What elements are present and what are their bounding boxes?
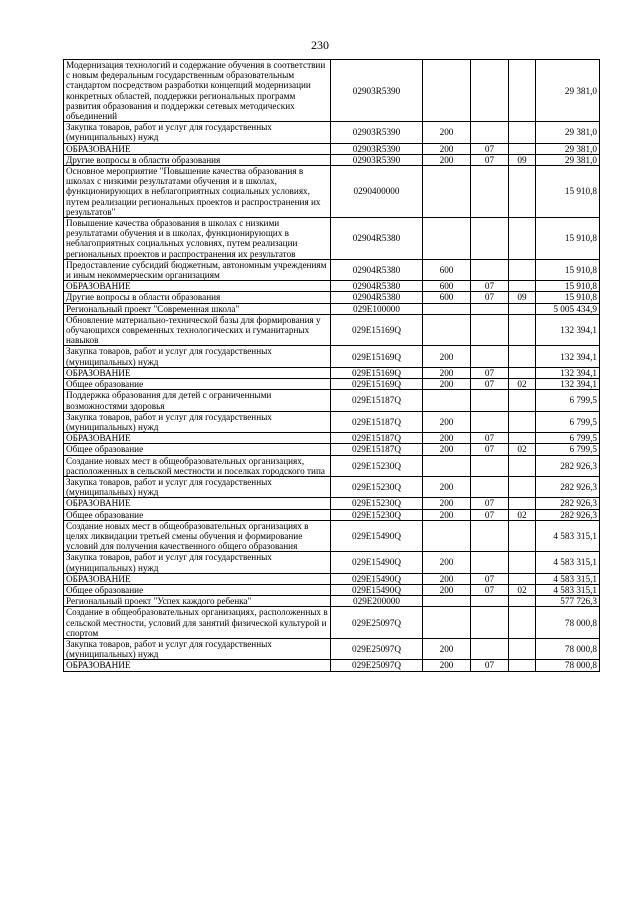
item-name-cell: Другие вопросы в области образования [64,154,331,165]
expense-type-cell [423,303,471,314]
target-code-cell: 029E15187Q [331,433,423,444]
table-row [64,60,600,122]
table-row [64,346,600,367]
section-cell [471,552,509,573]
expense-type-cell: 200 [423,122,471,143]
section-cell [471,166,509,218]
item-name-cell: Закупка товаров, работ и услуг для государственных (муниципальных) нужд [64,411,331,432]
section-cell [471,314,509,346]
table-row [64,154,600,165]
amount-cell: 4 583 315,1 [536,520,600,552]
section-cell: 07 [471,584,509,595]
target-code-cell: 029E15187Q [331,411,423,432]
subsection-cell [509,607,536,639]
table-row [64,552,600,573]
section-cell [471,638,509,659]
table-row [64,314,600,346]
table-row [64,218,600,260]
target-code-cell: 02903R5390 [331,143,423,154]
amount-cell: 78 000,8 [536,638,600,659]
amount-cell: 282 926,3 [536,476,600,497]
item-name-cell: ОБРАЗОВАНИЕ [64,660,331,671]
amount-cell: 4 583 315,1 [536,584,600,595]
expense-type-cell: 200 [423,498,471,509]
amount-cell: 29 381,0 [536,154,600,165]
section-cell: 07 [471,433,509,444]
subsection-cell [509,411,536,432]
subsection-cell [509,314,536,346]
table-row [64,584,600,595]
subsection-cell [509,259,536,280]
subsection-cell [509,390,536,411]
subsection-cell [509,520,536,552]
amount-cell: 78 000,8 [536,660,600,671]
table-row [64,433,600,444]
target-code-cell: 029E15230Q [331,476,423,497]
section-cell [471,411,509,432]
table-row [64,638,600,659]
amount-cell: 29 381,0 [536,122,600,143]
expense-type-cell: 200 [423,660,471,671]
target-code-cell: 02903R5390 [331,60,423,122]
section-cell [471,259,509,280]
amount-cell: 4 583 315,1 [536,573,600,584]
target-code-cell: 02904R5380 [331,218,423,260]
table-row [64,281,600,292]
section-cell: 07 [471,154,509,165]
item-name-cell: Основное мероприятие "Повышение качества образования в школах с низкими результатами обучения и в школах, функционирующих в неблагоприятных социальных условиях, путем реализации региональных проектов и распространения их результатов" [64,166,331,218]
item-name-cell: Региональный проект "Успех каждого ребенка" [64,596,331,607]
table-row [64,292,600,303]
section-cell [471,218,509,260]
target-code-cell: 029E15230Q [331,509,423,520]
section-cell: 07 [471,573,509,584]
expense-type-cell: 200 [423,379,471,390]
item-name-cell: Общее образование [64,444,331,455]
subsection-cell [509,552,536,573]
table-row [64,303,600,314]
amount-cell: 29 381,0 [536,143,600,154]
amount-cell: 282 926,3 [536,509,600,520]
table-row [64,573,600,584]
target-code-cell: 029E15230Q [331,498,423,509]
section-cell: 07 [471,498,509,509]
table-row [64,379,600,390]
item-name-cell: Закупка товаров, работ и услуг для государственных (муниципальных) нужд [64,122,331,143]
target-code-cell: 0290400000 [331,166,423,218]
subsection-cell [509,122,536,143]
item-name-cell: Предоставление субсидий бюджетным, автономным учреждениям и иным некоммерческим организациям [64,259,331,280]
expense-type-cell [423,390,471,411]
subsection-cell [509,218,536,260]
section-cell [471,607,509,639]
expense-type-cell: 200 [423,573,471,584]
subsection-cell: 09 [509,292,536,303]
amount-cell: 15 910,8 [536,166,600,218]
table-row [64,596,600,607]
target-code-cell: 029E15169Q [331,379,423,390]
item-name-cell: Модернизация технологий и содержание обучения в соответствии с новым федеральным государственным образовательным стандартом посредством разработки концепций модернизации конкретных областей, поддержки региональных программ развития образования и поддержки сетевых методических объединений [64,60,331,122]
item-name-cell: ОБРАЗОВАНИЕ [64,498,331,509]
subsection-cell [509,638,536,659]
expense-type-cell: 200 [423,552,471,573]
section-cell: 07 [471,367,509,378]
amount-cell: 132 394,1 [536,346,600,367]
expense-type-cell: 200 [423,584,471,595]
subsection-cell [509,498,536,509]
amount-cell: 6 799,5 [536,444,600,455]
expense-type-cell: 200 [423,346,471,367]
expense-type-cell [423,218,471,260]
item-name-cell: Закупка товаров, работ и услуг для государственных (муниципальных) нужд [64,346,331,367]
expense-type-cell: 600 [423,259,471,280]
table-row [64,476,600,497]
target-code-cell: 029E100000 [331,303,423,314]
target-code-cell: 029E15187Q [331,390,423,411]
table-row [64,259,600,280]
expense-type-cell [423,596,471,607]
item-name-cell: Региональный проект "Современная школа" [64,303,331,314]
subsection-cell [509,143,536,154]
expense-type-cell: 200 [423,638,471,659]
subsection-cell [509,367,536,378]
item-name-cell: Поддержка образования для детей с ограниченными возможностями здоровья [64,390,331,411]
table-row [64,520,600,552]
amount-cell: 5 005 434,9 [536,303,600,314]
section-cell [471,60,509,122]
target-code-cell: 029E15169Q [331,314,423,346]
expense-type-cell: 600 [423,292,471,303]
target-code-cell: 02904R5380 [331,281,423,292]
section-cell: 07 [471,143,509,154]
subsection-cell [509,346,536,367]
section-cell: 07 [471,281,509,292]
expense-type-cell: 200 [423,444,471,455]
table-row [64,498,600,509]
expense-type-cell [423,60,471,122]
amount-cell: 6 799,5 [536,411,600,432]
target-code-cell: 029E15490Q [331,552,423,573]
item-name-cell: Создание новых мест в общеобразовательных организациях в целях ликвидации третьей смены обучения и формирование условий для получения качественного общего образования [64,520,331,552]
amount-cell: 15 910,8 [536,218,600,260]
expense-type-cell: 200 [423,476,471,497]
target-code-cell: 02903R5390 [331,122,423,143]
table-row [64,122,600,143]
subsection-cell [509,573,536,584]
item-name-cell: Закупка товаров, работ и услуг для государственных (муниципальных) нужд [64,476,331,497]
expense-type-cell: 200 [423,367,471,378]
amount-cell: 282 926,3 [536,455,600,476]
subsection-cell [509,596,536,607]
amount-cell: 78 000,8 [536,607,600,639]
table-row [64,660,600,671]
item-name-cell: Другие вопросы в области образования [64,292,331,303]
table-row [64,455,600,476]
section-cell [471,520,509,552]
item-name-cell: Закупка товаров, работ и услуг для государственных (муниципальных) нужд [64,552,331,573]
subsection-cell [509,60,536,122]
expense-type-cell [423,314,471,346]
item-name-cell: ОБРАЗОВАНИЕ [64,573,331,584]
target-code-cell: 029E15490Q [331,573,423,584]
table-row [64,367,600,378]
target-code-cell: 029E25097Q [331,638,423,659]
budget-table [63,59,600,672]
item-name-cell: Общее образование [64,509,331,520]
subsection-cell: 02 [509,379,536,390]
expense-type-cell: 200 [423,154,471,165]
target-code-cell: 02903R5390 [331,154,423,165]
section-cell [471,390,509,411]
subsection-cell [509,166,536,218]
expense-type-cell: 200 [423,411,471,432]
subsection-cell: 02 [509,444,536,455]
amount-cell: 29 381,0 [536,60,600,122]
expense-type-cell [423,455,471,476]
expense-type-cell [423,607,471,639]
amount-cell: 15 910,8 [536,281,600,292]
item-name-cell: Создание новых мест в общеобразовательных организациях, расположенных в сельской местности и поселках городского типа [64,455,331,476]
expense-type-cell: 600 [423,281,471,292]
expense-type-cell [423,520,471,552]
section-cell [471,303,509,314]
target-code-cell: 029E25097Q [331,607,423,639]
page-number: 230 [311,38,329,52]
expense-type-cell [423,166,471,218]
table-row [64,143,600,154]
table-row [64,166,600,218]
target-code-cell: 02904R5380 [331,259,423,280]
amount-cell: 15 910,8 [536,259,600,280]
amount-cell: 6 799,5 [536,390,600,411]
subsection-cell [509,476,536,497]
amount-cell: 577 726,3 [536,596,600,607]
amount-cell: 132 394,1 [536,314,600,346]
amount-cell: 6 799,5 [536,433,600,444]
section-cell [471,476,509,497]
table-row [64,444,600,455]
item-name-cell: ОБРАЗОВАНИЕ [64,281,331,292]
target-code-cell: 029E15169Q [331,346,423,367]
subsection-cell [509,303,536,314]
item-name-cell: ОБРАЗОВАНИЕ [64,433,331,444]
subsection-cell [509,281,536,292]
item-name-cell: ОБРАЗОВАНИЕ [64,143,331,154]
target-code-cell: 029E15230Q [331,455,423,476]
section-cell [471,596,509,607]
expense-type-cell: 200 [423,143,471,154]
amount-cell: 4 583 315,1 [536,552,600,573]
target-code-cell: 029E15490Q [331,584,423,595]
target-code-cell: 029E25097Q [331,660,423,671]
table-row [64,411,600,432]
target-code-cell: 029E200000 [331,596,423,607]
item-name-cell: Общее образование [64,584,331,595]
target-code-cell: 029E15187Q [331,444,423,455]
amount-cell: 15 910,8 [536,292,600,303]
section-cell: 07 [471,509,509,520]
section-cell: 07 [471,444,509,455]
subsection-cell: 02 [509,584,536,595]
section-cell: 07 [471,379,509,390]
target-code-cell: 02904R5380 [331,292,423,303]
section-cell [471,346,509,367]
subsection-cell: 09 [509,154,536,165]
item-name-cell: Повышение качества образования в школах с низкими результатами обучения и в школах, функционирующих в неблагоприятных социальных условиях, путем реализации региональных проектов и распространения их результатов [64,218,331,260]
subsection-cell [509,433,536,444]
table-row [64,390,600,411]
target-code-cell: 029E15490Q [331,520,423,552]
table-row [64,509,600,520]
item-name-cell: ОБРАЗОВАНИЕ [64,367,331,378]
expense-type-cell: 200 [423,509,471,520]
item-name-cell: Закупка товаров, работ и услуг для государственных (муниципальных) нужд [64,638,331,659]
subsection-cell: 02 [509,509,536,520]
amount-cell: 132 394,1 [536,379,600,390]
subsection-cell [509,660,536,671]
amount-cell: 282 926,3 [536,498,600,509]
expense-type-cell: 200 [423,433,471,444]
budget-table-body [64,60,600,672]
target-code-cell: 029E15169Q [331,367,423,378]
amount-cell: 132 394,1 [536,367,600,378]
section-cell [471,455,509,476]
section-cell: 07 [471,660,509,671]
item-name-cell: Обновление материально-технической базы для формирования у обучающихся современных технологических и гуманитарных навыков [64,314,331,346]
table-row [64,607,600,639]
section-cell [471,122,509,143]
section-cell: 07 [471,292,509,303]
item-name-cell: Общее образование [64,379,331,390]
subsection-cell [509,455,536,476]
item-name-cell: Создание в общеобразовательных организациях, расположенных в сельской местности, условий для занятий физической культурой и спортом [64,607,331,639]
